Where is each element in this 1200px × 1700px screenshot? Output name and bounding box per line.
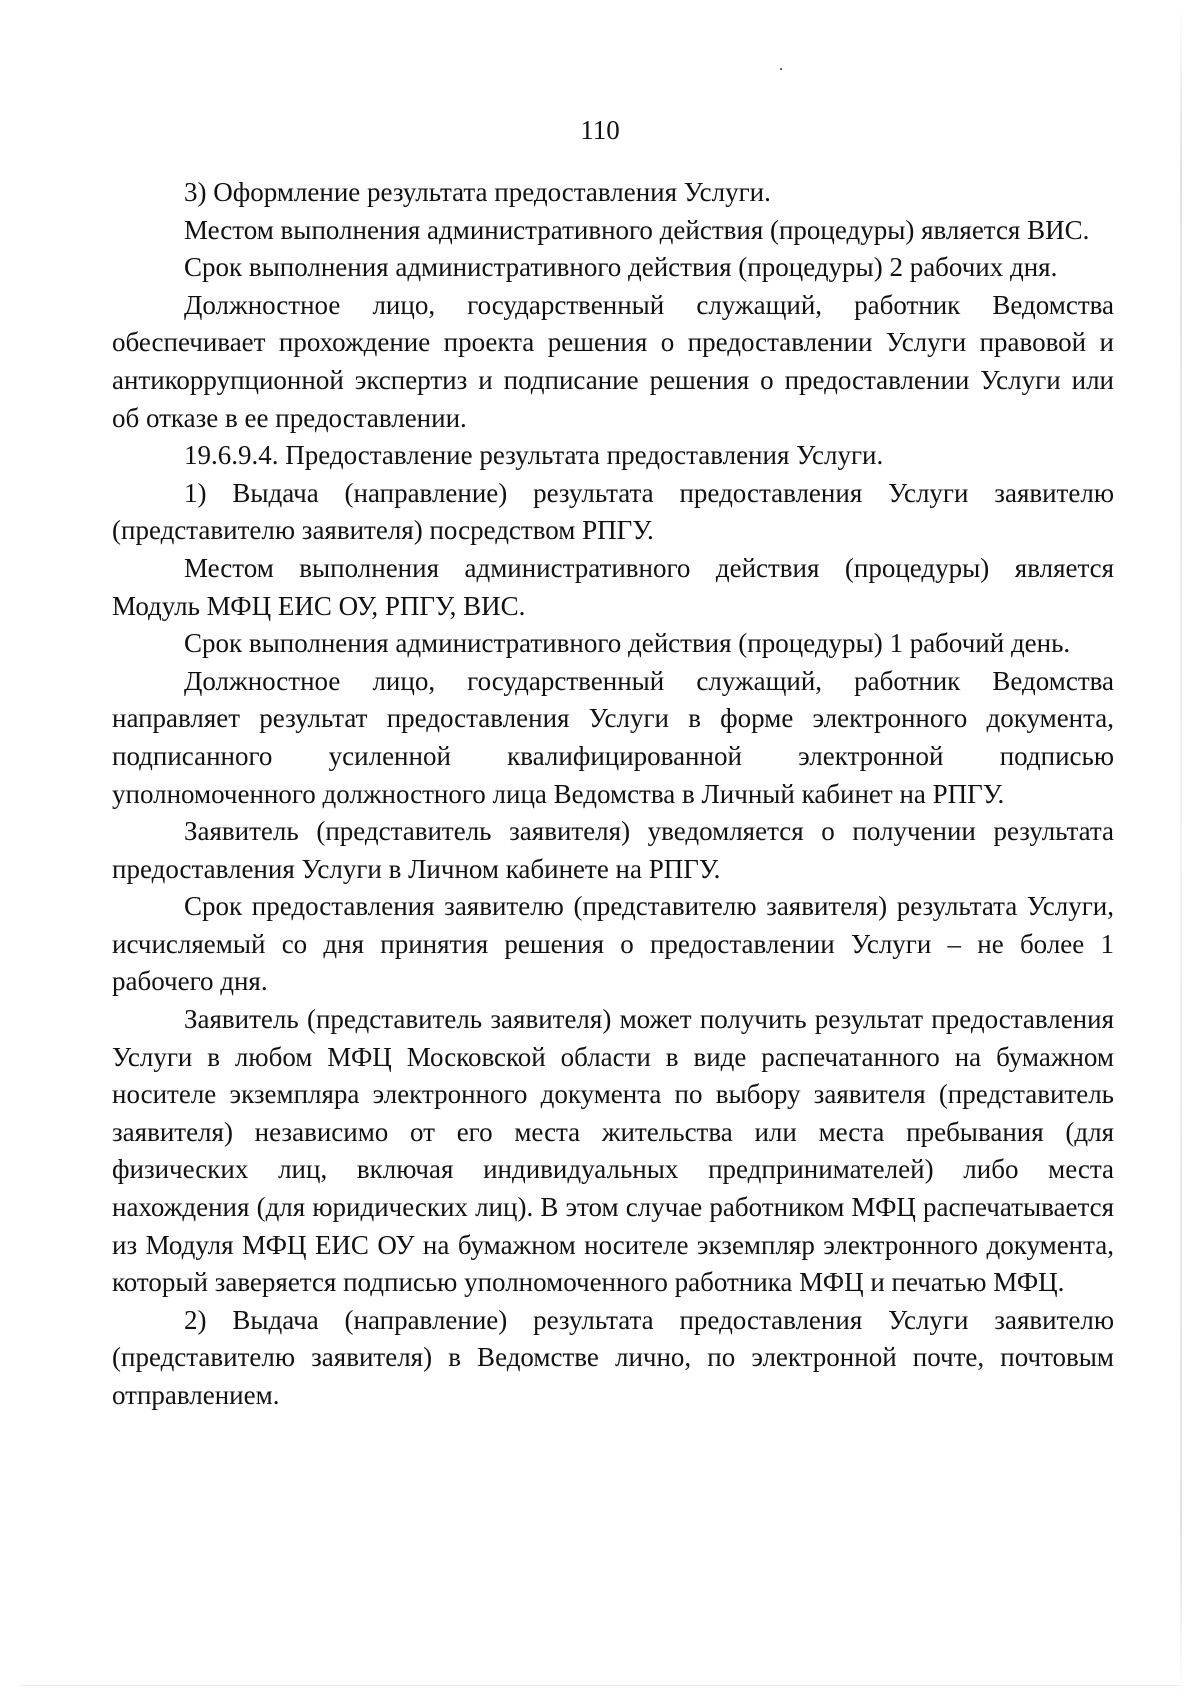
document-body: [112, 174, 1114, 1415]
paragraph: Местом выполнения административного действия (процедуры) является Модуль МФЦ ЕИС ОУ, РПГУ, ВИС.: [112, 552, 1114, 621]
paragraph: 1) Выдача (направление) результата предоставления Услуги заявителю (представителю заявителя) посредством РПГУ.: [112, 477, 1114, 546]
paragraph: Местом выполнения административного действия (процедуры) является ВИС.: [184, 214, 1090, 245]
paragraph: Должностное лицо, государственный служащий, работник Ведомства направляет результат предоставления Услуги в форме электронного документа, подписанного усиленной квалифицированной электронной подписью уполномоченного должностного лица Ведомства в Личный кабинет на РПГУ.: [112, 665, 1114, 809]
paragraph: Срок выполнения административного действия (процедуры) 2 рабочих дня.: [184, 252, 1058, 283]
scan-edge-right: [1180, 0, 1182, 1700]
scan-edge-bottom: [20, 1685, 1180, 1686]
paragraph: Срок выполнения административного действия (процедуры) 1 рабочий день.: [184, 628, 1071, 659]
paragraph: Должностное лицо, государственный служащий, работник Ведомства обеспечивает прохождение проекта решения о предоставлении Услуги правовой и антикоррупционной экспертиз и подписание решения о предоставлении Услуги или об отказе в ее предоставлении.: [112, 289, 1114, 433]
section-heading: 19.6.9.4. Предоставление результата предоставления Услуги.: [184, 440, 884, 471]
paragraph: Заявитель (представитель заявителя) уведомляется о получении результата предоставления Услуги в Личном кабинете на РПГУ.: [112, 816, 1114, 884]
paragraph: Заявитель (представитель заявителя) может получить результат предоставления Услуги в любом МФЦ Московской области в виде распечатанного на бумажном носителе экземпляра электронного документа по выбору заявителя (представитель заявителя) независимо от его места жительства или места пребывания (для физических лиц, включая индивидуальных предпринимателей) либо места нахождения (для юридических лиц). В этом случае работником МФЦ распечатывается из Модуля МФЦ ЕИС ОУ на бумажном носителе экземпляр электронного документа, который заверяется подписью уполномоченного работника МФЦ и печатью МФЦ.: [112, 1004, 1114, 1298]
scan-speck: [780, 68, 782, 70]
page-number: 110: [580, 115, 620, 145]
paragraph: 2) Выдача (направление) результата предоставления Услуги заявителю (представителю заявителя) в Ведомстве лично, по электронной почте, почтовым отправлением.: [112, 1304, 1114, 1410]
paragraph: 3) Оформление результата предоставления Услуги.: [184, 177, 771, 207]
paragraph: Срок предоставления заявителю (представителю заявителя) результата Услуги, исчисляемый со дня принятия решения о предоставлении Услуги – не более 1 рабочего дня.: [112, 891, 1114, 997]
